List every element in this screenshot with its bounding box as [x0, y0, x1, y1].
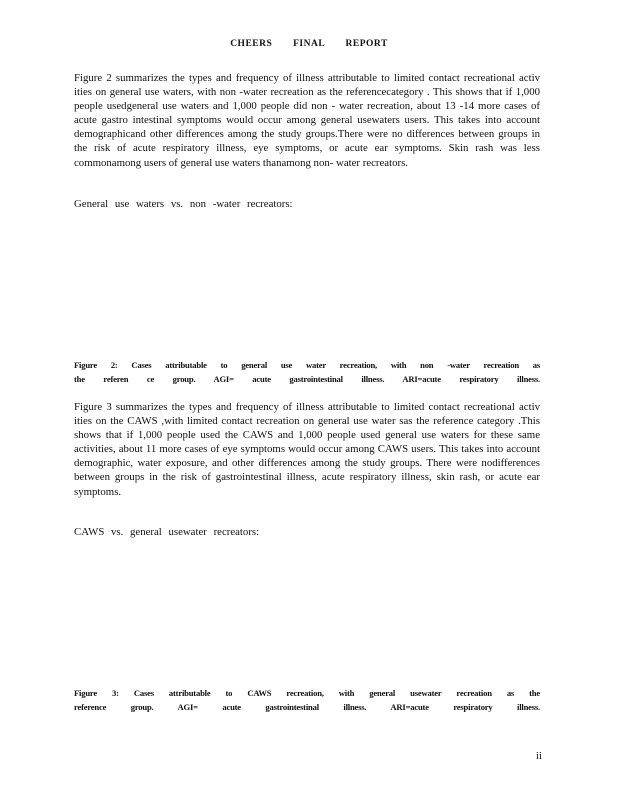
figure-3-caption [74, 687, 540, 714]
general-use-vs-non-water-heading: General use waters vs. non -water recreators: [74, 198, 293, 210]
figure-3-area [74, 546, 540, 686]
figure-3-caption-line-2: reference group. AGI= acute gastrointestinal illness. ARI=acute respiratory illness. [74, 701, 540, 712]
figure-2-caption-line-2: the referen ce group. AGI= acute gastrointestinal illness. ARI=acute respiratory illness. [74, 373, 540, 384]
caws-vs-general-use-heading: CAWS vs. general usewater recreators: [74, 526, 260, 538]
page-title: CHEERS FINAL REPORT [230, 39, 388, 49]
figure-2-caption-line-1: Figure 2: Cases attributable to general use water recreation, with non -water recreation as [74, 360, 540, 370]
figure-3-summary-paragraph: Figure 3 summarizes the types and frequency of illness attributable to limited contact recreational activ ities on the CAWS ,with limited contact recreation on general use water sas the reference category .This shows that if 1,000 people used the CAWS and 1,000 people used general use waters for these same activities, about 11 more cases of eye symptoms would occur among CAWS users. This takes into account demographic, water exposure, and other differences among the study groups. There were nodifferences between groups in the risk of gastrointestinal illness, acute respiratory illness, skin rash, or acute ear symptoms. [74, 401, 540, 498]
figure-3-caption-line-1: Figure 3: Cases attributable to CAWS recreation, with general usewater recreation as the [74, 688, 540, 698]
figure-2-caption [74, 359, 540, 386]
figure-2-area [74, 218, 540, 356]
figure-2-summary-paragraph: Figure 2 summarizes the types and frequency of illness attributable to limited contact recreational activ ities on general use waters, with non -water recreation as the referencecategory . This shows that if 1,000 people usedgeneral use waters and 1,000 people did non - water recreation, about 13 -14 more cases of acute gastro intestinal symptoms would occur among general usewaters users. This takes into account demographicand other differences among the study groups.There were no differences between groups in the risk of acute respiratory illness, eye symptoms, or acute ear symptoms. Skin rash was less commonamong users of general use waters thanamong non- water recreators. [74, 72, 540, 169]
page-number: ii [535, 750, 542, 762]
